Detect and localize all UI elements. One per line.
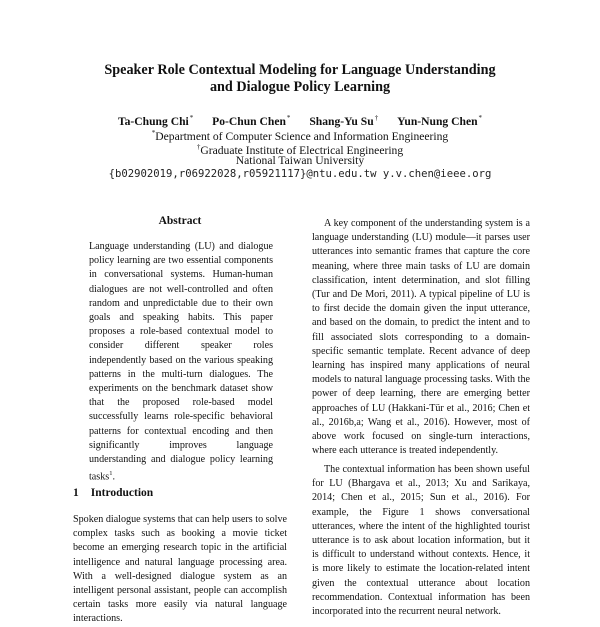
abstract-text: Language understanding (LU) and dialogue policy learning are two essential components in conversational systems. Human-human dialogues are not well-controlled and often random and unpredictable due to their own goals and speaking habits. This paper proposes a role-based contextual model to consider different speaker roles independently based on the various speaking patterns in the multi-turn dialogues. The experiments on the benchmark dataset show that the proposed role-based model successfully learns role-specific behavioral patterns for contextual encoding and then significantly improves language understanding and dialogue policy learning tasks$^1$. — [89, 241, 273, 483]
section-heading-introduction: 1 Introduction — [73, 487, 154, 499]
author: Shang-Yu Su† — [309, 114, 379, 128]
footnote-mark: 1 — [109, 470, 113, 478]
author: Po-Chun Chen* — [212, 114, 291, 128]
abstract-heading: Abstract — [158, 215, 202, 227]
title-line-1: Speaker Role Contextual Modeling for Language Understanding — [104, 62, 496, 78]
paper-title — [60, 62, 540, 96]
affiliation-2: †Graduate Institute of Electrical Engineering — [196, 143, 404, 157]
author: Ta-Chung Chi* — [117, 114, 194, 128]
author: Yun-Nung Chen* — [397, 114, 483, 128]
introduction-text: Spoken dialogue systems that can help users to solve complex tasks such as booking a movie ticket become an emerging research topic in the artificial intelligence and natural language processing area. With a well-designed dialogue system as an intelligent personal assistant, people can accomplish certain tasks more easily via natural language interactions. — [73, 514, 287, 625]
right-column-paragraph-1: A key component of the understanding system is a language understanding (LU) module—it parses user utterances into semantic frames that capture the core meaning, where three main tasks of LU are domain classification, intent determination, and slot filling (Tur and De Mori, 2011). A typical pipeline of LU is to first decide the domain given the input utterance, and based on the domain, to predict the intent and to fill associated slots corresponding to a domain-specific semantic template. Recent advance of deep learning has inspired many applications of neural models to natural language processing tasks. With the power of deep learning, there are emerging better approaches of LU (Hakkani-Tür et al., 2016; Chen et al., 2016b,a; Wang et al., 2016). However, most of above work focused on single-turn interactions, where each utterance is treated independently. — [312, 218, 530, 457]
title-line-2: and Dialogue Policy Learning — [209, 79, 391, 95]
author-emails: {b02902019,r06922028,r05921117}@ntu.edu.tw y.v.chen@ieee.org — [108, 168, 492, 180]
right-column-paragraph-2: The contextual information has been shown useful for LU (Bhargava et al., 2013; Xu and Sarikaya, 2014; Chen et al., 2015; Sun et al., 2016). For example, the Figure 1 shows conversational utterances, where the intent of the highlighted tourist utterance is to ask about location information, but it is difficult to understand without contexts. Hence, it is more likely to estimate the location-related intent given the contextual utterance about location recommendation. Contextual information has been incorporated into the recurrent neural network. — [312, 464, 530, 618]
affiliation-1: *Department of Computer Science and Information Engineering — [151, 129, 449, 143]
affiliation-3: National Taiwan University — [235, 154, 365, 167]
